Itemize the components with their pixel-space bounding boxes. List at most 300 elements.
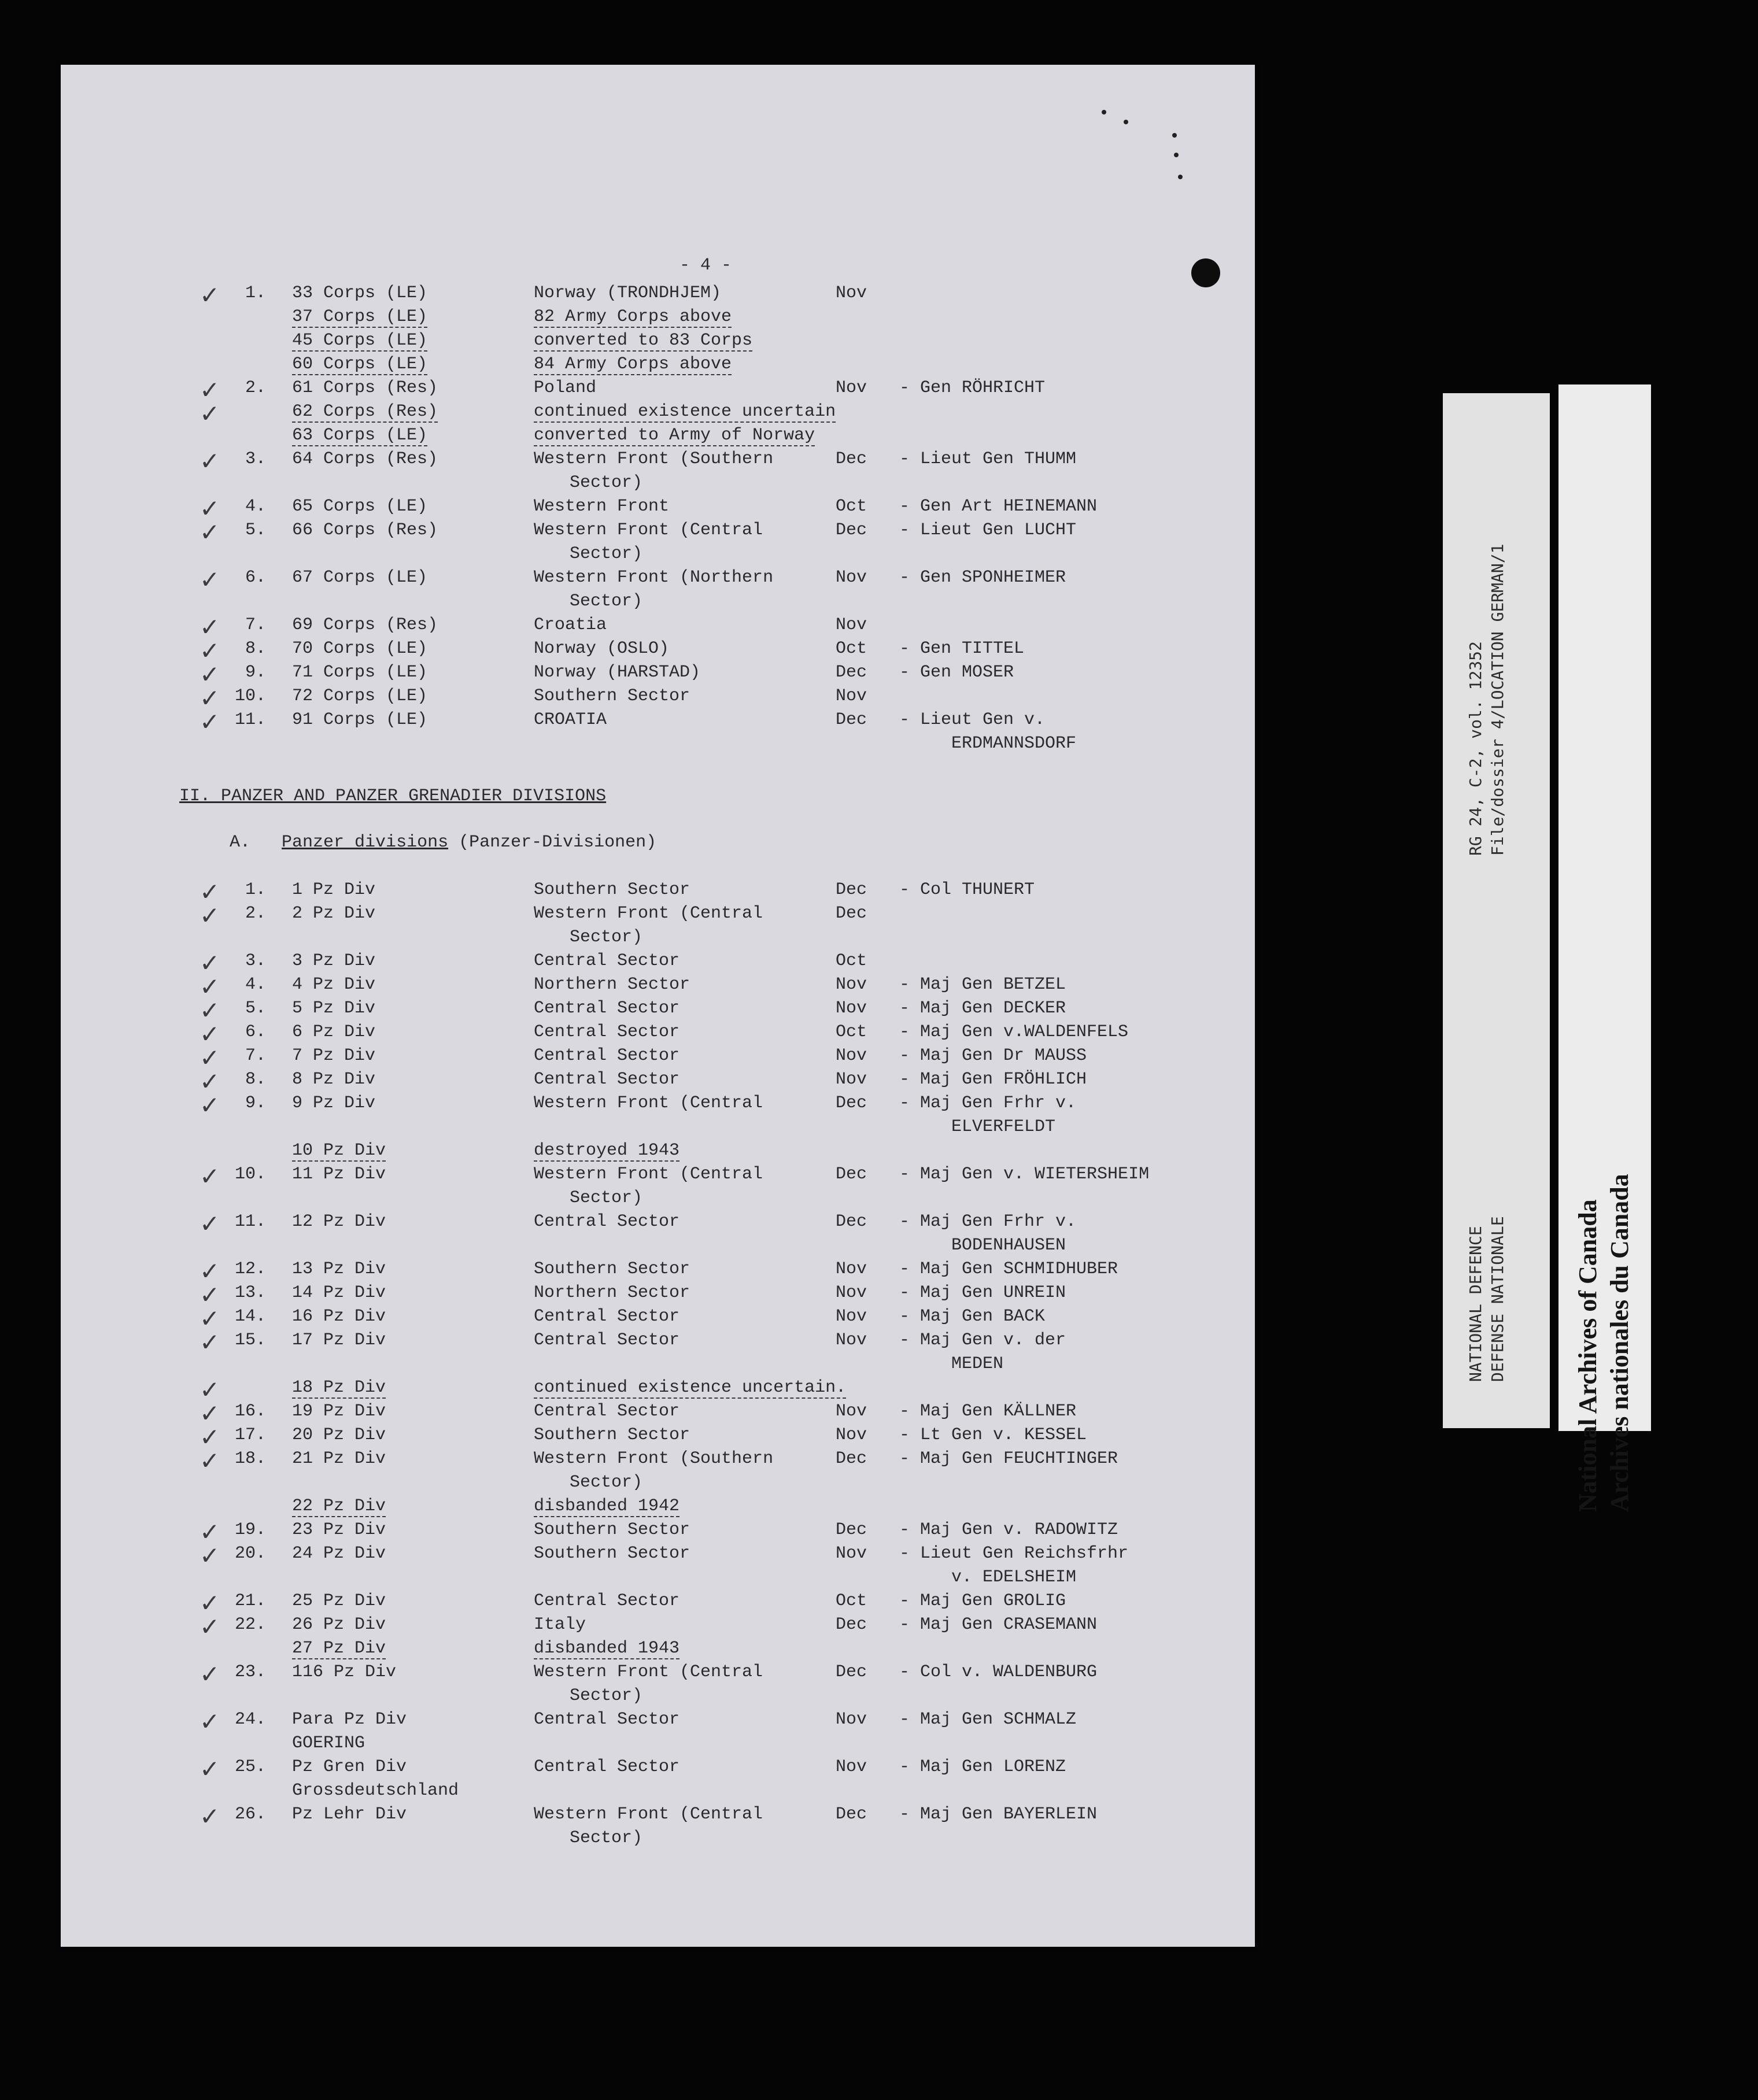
- row-num: 10.: [234, 686, 266, 706]
- row-loc: Western Front (Central: [534, 1164, 763, 1184]
- row-num: 3.: [245, 951, 266, 971]
- row-cmd: - Gen MOSER: [899, 663, 1014, 682]
- row-unit: 23 Pz Div: [292, 1520, 386, 1540]
- row-check: ✓: [200, 1399, 220, 1428]
- row-unit: 24 Pz Div: [292, 1544, 386, 1563]
- row-unit: 2 Pz Div: [292, 904, 376, 923]
- row-check: ✓: [200, 1376, 220, 1404]
- row-check: ✓: [200, 1044, 220, 1072]
- row-unit: 61 Corps (Res): [292, 378, 438, 398]
- row-loc: Central Sector: [534, 1757, 680, 1777]
- row-num: 6.: [245, 1022, 266, 1042]
- row-cmd: - Lieut Gen v.: [899, 710, 1046, 730]
- row-unit: 17 Pz Div: [292, 1330, 386, 1350]
- row-unit: 21 Pz Div: [292, 1449, 386, 1469]
- row-unit: 116 Pz Div: [292, 1662, 397, 1682]
- row-cmd: - Maj Gen v.WALDENFELS: [899, 1022, 1129, 1042]
- list-row: [61, 951, 1217, 975]
- row-mon: Dec: [836, 1212, 867, 1232]
- row-mon: Nov: [836, 1259, 867, 1279]
- subheading-label: A.: [230, 833, 251, 852]
- list-row: [61, 1615, 1217, 1639]
- row-mon: Oct: [836, 1022, 867, 1042]
- row-unit: 6 Pz Div: [292, 1022, 376, 1042]
- row-loc: 84 Army Corps above: [534, 354, 732, 374]
- row-mon: Oct: [836, 639, 867, 659]
- row-mon: Dec: [836, 663, 867, 682]
- list-row: [61, 1755, 1217, 1800]
- list-row: [61, 1520, 1217, 1544]
- row-check: ✓: [200, 973, 220, 1001]
- row-unit: 13 Pz Div: [292, 1259, 386, 1279]
- row-unit: 16 Pz Div: [292, 1307, 386, 1326]
- row-check: ✓: [200, 1257, 220, 1285]
- row-loc: Central Sector: [534, 951, 680, 971]
- row-loc: Southern Sector: [534, 1425, 690, 1445]
- row-unit: 5 Pz Div: [292, 999, 376, 1018]
- row-check: ✓: [200, 613, 220, 641]
- row-mon: Dec: [836, 1662, 867, 1682]
- row-cmd: - Maj Gen BACK: [899, 1307, 1046, 1326]
- row-check: ✓: [200, 1020, 220, 1048]
- row-loc: Southern Sector: [534, 1520, 690, 1540]
- row-mon: Dec: [836, 880, 867, 900]
- row-loc: Norway (TRONDHJEM): [534, 283, 722, 303]
- row-mon: Dec: [836, 1520, 867, 1540]
- row-num: 2.: [245, 378, 266, 398]
- paper-speck: [1102, 110, 1106, 114]
- list-row: [61, 283, 1217, 308]
- row-unit: 70 Corps (LE): [292, 639, 428, 659]
- row-loc: Central Sector: [534, 1591, 680, 1611]
- row-loc: Croatia: [534, 615, 607, 635]
- row-num: 12.: [234, 1259, 266, 1279]
- row-num: 7.: [245, 615, 266, 635]
- row-num: 11.: [234, 710, 266, 730]
- row-num: 5.: [245, 999, 266, 1018]
- row-cmd: - Maj Gen v. RADOWITZ: [899, 1520, 1118, 1540]
- row-cmd: - Lieut Gen LUCHT: [899, 520, 1077, 540]
- row-cmd: - Maj Gen FEUCHTINGER: [899, 1449, 1118, 1469]
- row-mon: Oct: [836, 1591, 867, 1611]
- row-unit: 1 Pz Div: [292, 880, 376, 900]
- row-cmd: - Maj Gen SCHMALZ: [899, 1710, 1077, 1729]
- row-num: 18.: [234, 1449, 266, 1469]
- row-unit: 10 Pz Div: [292, 1141, 386, 1160]
- row-mon: Nov: [836, 1544, 867, 1563]
- row-unit: 69 Corps (Res): [292, 615, 438, 635]
- row-cmd: - Lieut Gen Reichsfrhr: [899, 1544, 1129, 1563]
- row-num: 23.: [234, 1662, 266, 1682]
- row-unit: 14 Pz Div: [292, 1283, 386, 1303]
- row-cmd: - Maj Gen BETZEL: [899, 975, 1066, 994]
- subheading-rest: (Panzer-Divisionen): [459, 833, 657, 852]
- list-row: [61, 354, 1217, 379]
- list-row: [61, 1660, 1217, 1706]
- list-row: [61, 660, 1217, 689]
- row-cmd: - Maj Gen BAYERLEIN: [899, 1805, 1098, 1824]
- list-row: [61, 1022, 1217, 1047]
- row-cmd: - Maj Gen Frhr v.: [899, 1093, 1077, 1113]
- paper-speck: [1178, 175, 1183, 179]
- row-cmd2: v. EDELSHEIM: [951, 1567, 1077, 1587]
- row-num: 2.: [245, 904, 266, 923]
- row-loc: Northern Sector: [534, 1283, 690, 1303]
- row-cmd: - Col v. WALDENBURG: [899, 1662, 1098, 1682]
- row-loc: converted to Army of Norway: [534, 426, 815, 445]
- row-check: ✓: [200, 400, 220, 428]
- row-unit: 8 Pz Div: [292, 1070, 376, 1089]
- row-check: ✓: [200, 996, 220, 1025]
- list-row: [61, 1210, 1217, 1255]
- row-check: ✓: [200, 565, 220, 594]
- paper-speck: [1124, 120, 1128, 124]
- row-mon: Oct: [836, 951, 867, 971]
- row-mon: Nov: [836, 1283, 867, 1303]
- row-loc: Western Front (Southern: [534, 449, 774, 469]
- row-unit: Para Pz Div: [292, 1710, 407, 1729]
- row-num: 5.: [245, 520, 266, 540]
- row-num: 16.: [234, 1402, 266, 1421]
- row-num: 7.: [245, 1046, 266, 1066]
- section-heading: II. PANZER AND PANZER GRENADIER DIVISIONS: [179, 786, 607, 806]
- row-cmd: - Maj Gen DECKER: [899, 999, 1066, 1018]
- row-loc: Southern Sector: [534, 880, 690, 900]
- row-num: 13.: [234, 1283, 266, 1303]
- list-row: [61, 1802, 1217, 1848]
- list-row: [61, 975, 1217, 999]
- row-unit2: Grossdeutschland: [292, 1781, 459, 1800]
- row-cmd: - Gen TITTEL: [899, 639, 1025, 659]
- row-loc2: Sector): [570, 473, 643, 493]
- row-unit: Pz Gren Div: [292, 1757, 407, 1777]
- row-loc: Central Sector: [534, 1307, 680, 1326]
- row-cmd: - Maj Gen KÄLLNER: [899, 1402, 1077, 1421]
- row-check: ✓: [200, 1447, 220, 1475]
- row-loc: Central Sector: [534, 999, 680, 1018]
- list-row: [61, 378, 1217, 402]
- row-cmd2: ELVERFELDT: [951, 1117, 1056, 1137]
- list-row: [61, 1541, 1217, 1587]
- list-row: [61, 1425, 1217, 1450]
- list-row: [61, 1046, 1217, 1070]
- row-num: 25.: [234, 1757, 266, 1777]
- row-check: ✓: [200, 1091, 220, 1119]
- row-unit: 19 Pz Div: [292, 1402, 386, 1421]
- row-unit: 20 Pz Div: [292, 1425, 386, 1445]
- row-cmd: - Maj Gen Dr MAUSS: [899, 1046, 1087, 1066]
- list-row: [61, 686, 1217, 711]
- row-loc: Central Sector: [534, 1330, 680, 1350]
- row-check: ✓: [200, 949, 220, 977]
- list-row: [61, 639, 1217, 663]
- archives-label-tab: [1558, 384, 1651, 1512]
- list-row: [61, 1639, 1217, 1663]
- list-row: [61, 1091, 1217, 1137]
- row-num: 19.: [234, 1520, 266, 1540]
- row-mon: Nov: [836, 378, 867, 398]
- row-num: 24.: [234, 1710, 266, 1729]
- document-page: [61, 65, 1255, 1947]
- row-cmd2: ERDMANNSDORF: [951, 734, 1077, 753]
- row-num: 6.: [245, 568, 266, 587]
- row-num: 8.: [245, 1070, 266, 1089]
- row-loc: Western Front (Southern: [534, 1449, 774, 1469]
- row-mon: Nov: [836, 1046, 867, 1066]
- row-check: ✓: [200, 1541, 220, 1570]
- row-check: ✓: [200, 1328, 220, 1356]
- row-mon: Dec: [836, 1449, 867, 1469]
- row-mon: Dec: [836, 1805, 867, 1824]
- row-loc: CROATIA: [534, 710, 607, 730]
- list-row: [61, 402, 1217, 426]
- row-cmd: - Maj Gen GROLIG: [899, 1591, 1066, 1611]
- list-row: [61, 565, 1217, 611]
- list-row: [61, 1283, 1217, 1307]
- archives-name-en: National Archives of Canada: [1574, 1199, 1602, 1512]
- row-check: ✓: [200, 1304, 220, 1333]
- list-row: [61, 1328, 1217, 1374]
- row-check: ✓: [200, 1707, 220, 1736]
- row-loc: disbanded 1942: [534, 1496, 680, 1516]
- row-loc: disbanded 1943: [534, 1639, 680, 1658]
- row-loc: Western Front (Central: [534, 1662, 763, 1682]
- list-row: [61, 1447, 1217, 1492]
- row-num: 21.: [234, 1591, 266, 1611]
- row-check: ✓: [200, 878, 220, 906]
- list-row: [61, 447, 1217, 493]
- row-mon: Nov: [836, 283, 867, 303]
- row-loc: Northern Sector: [534, 975, 690, 994]
- subheading-title: Panzer divisions: [282, 833, 449, 852]
- row-unit: 37 Corps (LE): [292, 307, 428, 327]
- row-loc: Norway (OSLO): [534, 639, 670, 659]
- row-unit: 26 Pz Div: [292, 1615, 386, 1635]
- row-num: 9.: [245, 663, 266, 682]
- row-cmd: - Maj Gen SCHMIDHUBER: [899, 1259, 1118, 1279]
- row-loc2: Sector): [570, 544, 643, 564]
- row-loc: Western Front: [534, 497, 670, 516]
- row-check: ✓: [200, 684, 220, 712]
- row-cmd: - Maj Gen v. der: [899, 1330, 1066, 1350]
- list-row: [61, 1591, 1217, 1615]
- list-row: [61, 426, 1217, 450]
- list-row: [61, 494, 1217, 523]
- row-num: 10.: [234, 1164, 266, 1184]
- row-loc: Southern Sector: [534, 686, 690, 706]
- row-loc: Central Sector: [534, 1402, 680, 1421]
- list-row: [61, 1496, 1217, 1521]
- row-unit: 22 Pz Div: [292, 1496, 386, 1516]
- row-unit: 66 Corps (Res): [292, 520, 438, 540]
- row-check: ✓: [200, 1613, 220, 1641]
- row-cmd: - Maj Gen CRASEMANN: [899, 1615, 1098, 1635]
- row-loc: converted to 83 Corps: [534, 331, 753, 350]
- row-mon: Dec: [836, 1615, 867, 1635]
- row-loc2: Sector): [570, 1828, 643, 1848]
- row-cmd: - Maj Gen UNREIN: [899, 1283, 1066, 1303]
- row-unit: 9 Pz Div: [292, 1093, 376, 1113]
- row-mon: Nov: [836, 1070, 867, 1089]
- row-mon: Nov: [836, 999, 867, 1018]
- row-check: ✓: [200, 1210, 220, 1238]
- row-check: ✓: [200, 1802, 220, 1831]
- row-loc: 82 Army Corps above: [534, 307, 732, 327]
- row-check: ✓: [200, 376, 220, 404]
- row-loc: Southern Sector: [534, 1544, 690, 1563]
- row-check: ✓: [200, 1162, 220, 1191]
- row-num: 1.: [245, 283, 266, 303]
- row-unit: 62 Corps (Res): [292, 402, 438, 422]
- row-loc: Western Front (Central: [534, 904, 763, 923]
- list-row: [61, 1707, 1217, 1753]
- row-mon: Dec: [836, 1093, 867, 1113]
- row-num: 8.: [245, 639, 266, 659]
- row-cmd2: BODENHAUSEN: [951, 1236, 1066, 1255]
- row-check: ✓: [200, 660, 220, 689]
- row-loc: Norway (HARSTAD): [534, 663, 701, 682]
- row-unit2: GOERING: [292, 1733, 365, 1753]
- row-loc: Italy: [534, 1615, 586, 1635]
- row-num: 20.: [234, 1544, 266, 1563]
- row-loc: Central Sector: [534, 1022, 680, 1042]
- row-loc: Poland: [534, 378, 597, 398]
- row-num: 9.: [245, 1093, 266, 1113]
- row-check: ✓: [200, 1755, 220, 1783]
- row-unit: 27 Pz Div: [292, 1639, 386, 1658]
- list-row: [61, 1141, 1217, 1165]
- list-row: [61, 1378, 1217, 1402]
- page-number: - 4 -: [679, 256, 732, 275]
- archive-reference-tab: [1443, 393, 1550, 1428]
- row-loc2: Sector): [570, 591, 643, 611]
- row-num: 17.: [234, 1425, 266, 1445]
- row-loc: Western Front (Central: [534, 1805, 763, 1824]
- row-unit: 12 Pz Div: [292, 1212, 386, 1232]
- row-unit: 64 Corps (Res): [292, 449, 438, 469]
- row-num: 3.: [245, 449, 266, 469]
- row-loc: Western Front (Central: [534, 520, 763, 540]
- row-check: ✓: [200, 281, 220, 309]
- row-num: 11.: [234, 1212, 266, 1232]
- row-check: ✓: [200, 637, 220, 665]
- row-cmd: - Maj Gen v. WIETERSHEIM: [899, 1164, 1150, 1184]
- row-loc2: Sector): [570, 927, 643, 947]
- row-cmd: - Gen SPONHEIMER: [899, 568, 1066, 587]
- row-unit: 71 Corps (LE): [292, 663, 428, 682]
- row-num: 1.: [245, 880, 266, 900]
- list-row: [61, 331, 1217, 355]
- row-unit: 3 Pz Div: [292, 951, 376, 971]
- row-loc2: Sector): [570, 1473, 643, 1492]
- list-row: [61, 1259, 1217, 1284]
- list-row: [61, 1304, 1217, 1333]
- row-num: 14.: [234, 1307, 266, 1326]
- subheading: [230, 833, 656, 852]
- row-unit: 4 Pz Div: [292, 975, 376, 994]
- row-cmd: - Maj Gen FRÖHLICH: [899, 1070, 1087, 1089]
- row-mon: Nov: [836, 1330, 867, 1350]
- row-loc: destroyed 1943: [534, 1141, 680, 1160]
- row-mon: Oct: [836, 497, 867, 516]
- row-check: ✓: [200, 447, 220, 475]
- defence-label-fr: DEFENSE NATIONALE: [1488, 1216, 1507, 1382]
- list-row: [61, 1067, 1217, 1096]
- list-row: [61, 307, 1217, 331]
- list-row: [61, 901, 1217, 947]
- row-loc: Central Sector: [534, 1070, 680, 1089]
- row-unit: 60 Corps (LE): [292, 354, 428, 374]
- row-check: ✓: [200, 1660, 220, 1688]
- row-loc: Western Front (Northern: [534, 568, 774, 587]
- row-cmd: - Lieut Gen THUMM: [899, 449, 1077, 469]
- row-cmd: - Gen Art HEINEMANN: [899, 497, 1098, 516]
- row-num: 22.: [234, 1615, 266, 1635]
- row-cmd: - Maj Gen Frhr v.: [899, 1212, 1077, 1232]
- row-unit: 25 Pz Div: [292, 1591, 386, 1611]
- row-mon: Nov: [836, 1307, 867, 1326]
- row-mon: Nov: [836, 1425, 867, 1445]
- row-mon: Nov: [836, 975, 867, 994]
- row-loc: continued existence uncertain: [534, 402, 836, 422]
- row-check: ✓: [200, 1067, 220, 1096]
- row-unit: 67 Corps (LE): [292, 568, 428, 587]
- paper-speck: [1172, 133, 1177, 138]
- paper-speck: [1174, 153, 1179, 157]
- row-loc2: Sector): [570, 1686, 643, 1706]
- list-row: [61, 518, 1217, 564]
- row-mon: Nov: [836, 686, 867, 706]
- row-num: 4.: [245, 975, 266, 994]
- row-cmd: - Maj Gen LORENZ: [899, 1757, 1066, 1777]
- row-check: ✓: [200, 901, 220, 930]
- row-mon: Dec: [836, 520, 867, 540]
- row-loc: continued existence uncertain.: [534, 1378, 847, 1397]
- file-reference: File/dossier 4/LOCATION GERMAN/1: [1488, 544, 1507, 856]
- row-cmd2: MEDEN: [951, 1354, 1004, 1374]
- row-check: ✓: [200, 1423, 220, 1451]
- row-mon: Dec: [836, 904, 867, 923]
- list-row: [61, 1162, 1217, 1208]
- row-mon: Dec: [836, 1164, 867, 1184]
- row-unit: Pz Lehr Div: [292, 1805, 407, 1824]
- row-num: 26.: [234, 1805, 266, 1824]
- archives-name-fr: Archives nationales du Canada: [1605, 1174, 1634, 1512]
- row-unit: 63 Corps (LE): [292, 426, 428, 445]
- row-unit: 65 Corps (LE): [292, 497, 428, 516]
- row-mon: Nov: [836, 1757, 867, 1777]
- list-row: [61, 615, 1217, 639]
- row-mon: Dec: [836, 710, 867, 730]
- row-loc: Southern Sector: [534, 1259, 690, 1279]
- defence-label-en: NATIONAL DEFENCE: [1466, 1226, 1485, 1382]
- rg-reference: RG 24, C-2, vol. 12352: [1466, 641, 1485, 856]
- row-unit: 72 Corps (LE): [292, 686, 428, 706]
- row-check: ✓: [200, 1518, 220, 1546]
- row-loc2: Sector): [570, 1188, 643, 1208]
- list-row: [61, 880, 1217, 904]
- row-unit: 11 Pz Div: [292, 1164, 386, 1184]
- row-cmd: - Col THUNERT: [899, 880, 1035, 900]
- row-check: ✓: [200, 1589, 220, 1617]
- row-unit: 33 Corps (LE): [292, 283, 428, 303]
- row-loc: Central Sector: [534, 1212, 680, 1232]
- list-row: [61, 1399, 1217, 1428]
- row-mon: Nov: [836, 568, 867, 587]
- row-unit: 7 Pz Div: [292, 1046, 376, 1066]
- row-cmd: - Gen RÖHRICHT: [899, 378, 1046, 398]
- row-num: 4.: [245, 497, 266, 516]
